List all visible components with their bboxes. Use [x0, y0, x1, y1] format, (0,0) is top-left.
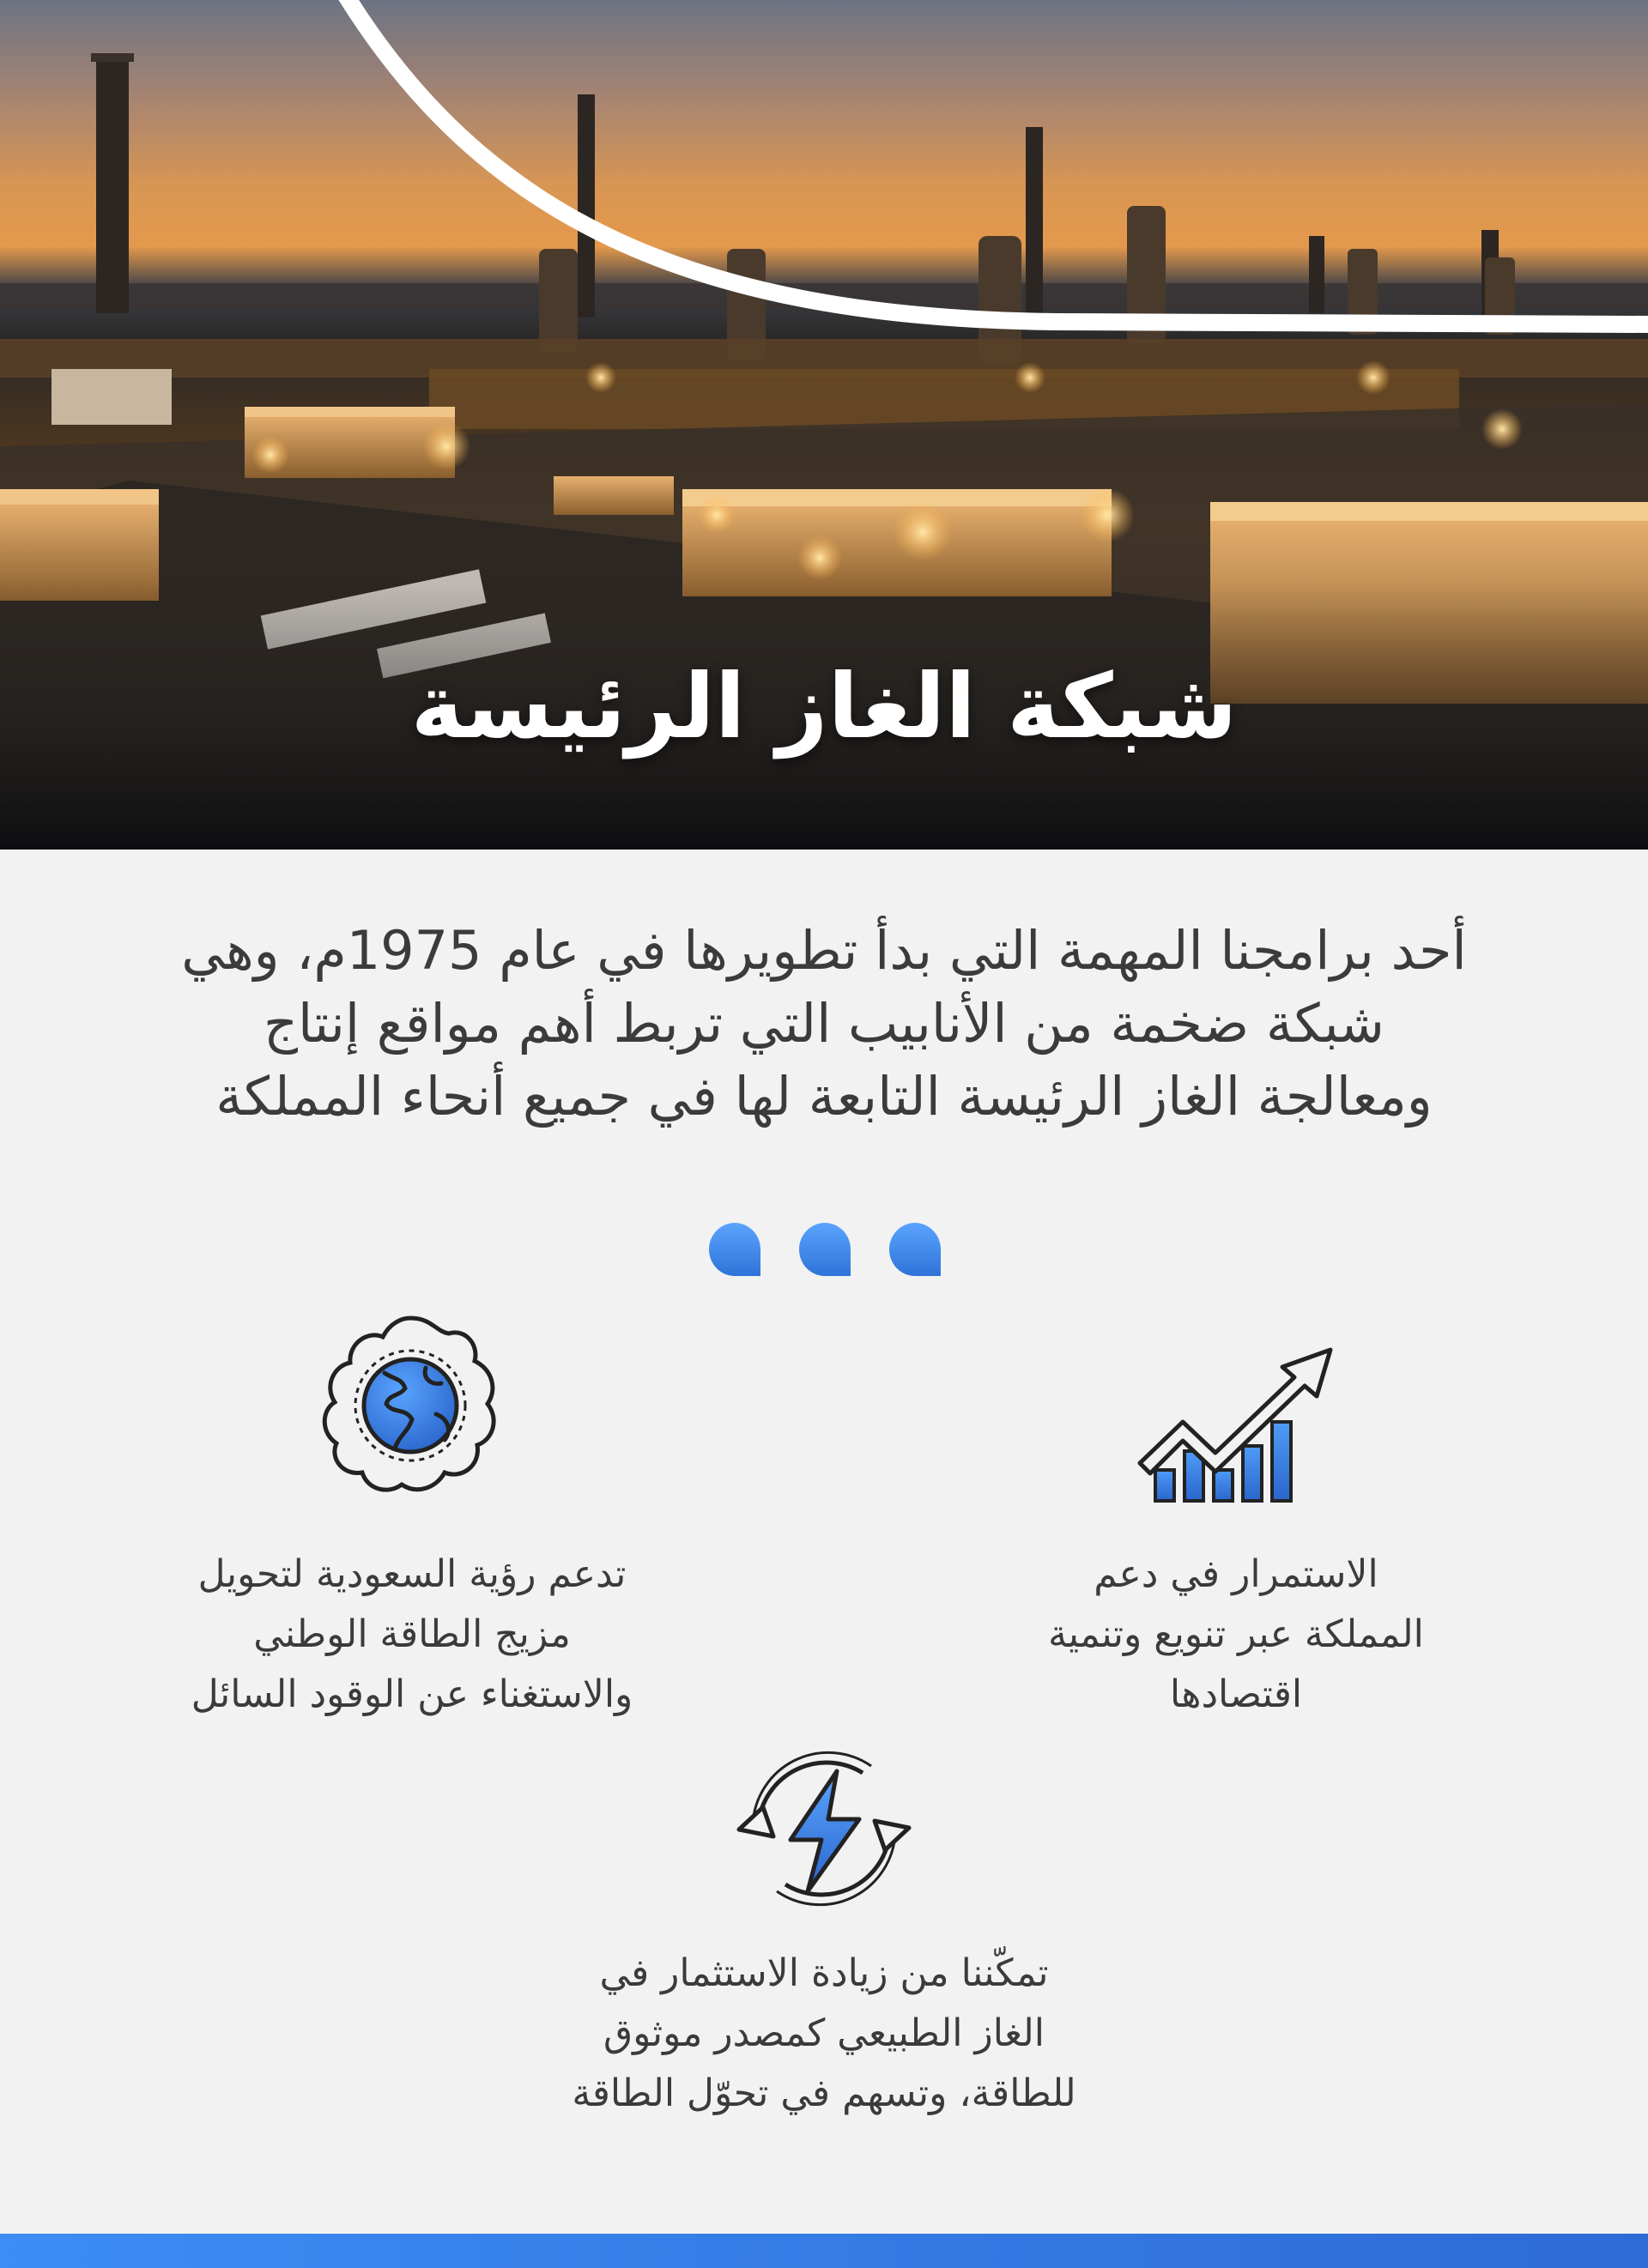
feature-line: للطاقة، وتسهم في تحوّل الطاقة [572, 2071, 1076, 2115]
feature-growth-text [961, 1545, 1511, 1725]
intro-paragraph [120, 914, 1528, 1133]
feature-line: الاستمرار في دعم [1094, 1552, 1378, 1596]
divider-dot [799, 1223, 851, 1276]
feature-line: تدعم رؤية السعودية لتحويل [197, 1552, 627, 1596]
footer-accent-bar [0, 2234, 1648, 2268]
feature-vision-text [129, 1545, 695, 1725]
divider-dot [889, 1223, 941, 1276]
feature-line: اقتصادها [1169, 1672, 1303, 1716]
globe-icon [316, 1311, 505, 1503]
section-divider-dots [709, 1223, 941, 1278]
energy-cycle-icon [734, 1747, 914, 1914]
feature-line: المملكة عبر تنويع وتنمية [1048, 1612, 1424, 1656]
divider-dot [709, 1223, 760, 1276]
growth-chart-icon [1131, 1343, 1337, 1509]
intro-line: شبكة ضخمة من الأنابيب التي تربط أهم مواقع إنتاج [264, 992, 1384, 1055]
feature-line: الغاز الطبيعي كمصدر موثوق [603, 2011, 1045, 2055]
intro-line: ومعالجة الغاز الرئيسة التابعة لها في جميع أنحاء المملكة [215, 1065, 1433, 1128]
feature-line: والاستغناء عن الوقود السائل [191, 1672, 633, 1716]
page-title: شبكة الغاز الرئيسة [410, 654, 1238, 759]
intro-line: أحد برامجنا المهمة التي بدأ تطويرها في عام 1975م، وهي [181, 919, 1467, 982]
feature-line: مزيج الطاقة الوطني [253, 1612, 571, 1656]
feature-energy-text [524, 1944, 1124, 2124]
feature-line: تمكّننا من زيادة الاستثمار في [599, 1951, 1049, 1995]
hero-banner [0, 0, 1648, 850]
